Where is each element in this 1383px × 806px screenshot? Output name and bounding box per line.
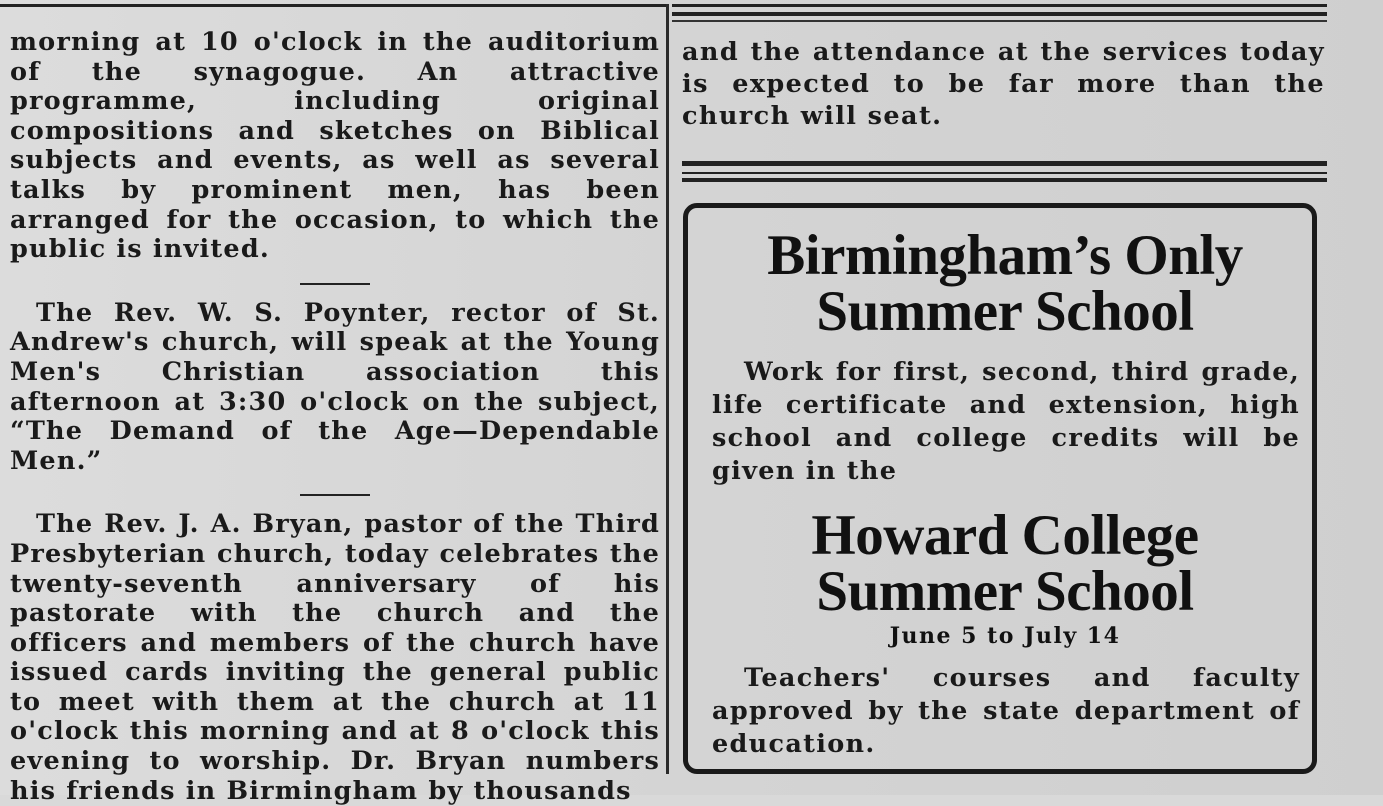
right-column-continuation (682, 36, 1325, 132)
continuation-text: and the attendance at the services today is expected to be far more than the church will seat. (682, 37, 1325, 131)
column-divider (666, 4, 669, 774)
article-paragraph-2: The Rev. W. S. Poynter, rector of St. Andrew's church, will speak at the Young Men's Christian association this afternoon at 3:30 o'clock on the subject, “The Demand of the Age—Dependable Men.” (10, 297, 660, 476)
article-paragraph-1: morning at 10 o'clock in the auditorium of the synagogue. An attractive programme, including original compositions and sketches on Biblical subjects and events, as well as several talks by prominent men, has been arranged for the occasion, to which the public is invited. (10, 27, 660, 265)
article-paragraph-3: The Rev. J. A. Bryan, pastor of the Third Presbyterian church, today celebrates the twenty-seventh anniversary of his pastorate with the church and the officers and members of the church have issued cards inviting the general public to meet with them at the church at 11 o'clock this morning and at 8 o'clock this evening to worship. Dr. Bryan numbers his friends in Birmingham by thousands (10, 509, 660, 806)
top-rule-left (0, 4, 668, 7)
section-rule-thick (682, 161, 1327, 166)
separator-dash (300, 283, 370, 285)
section-rule-thin (682, 172, 1327, 174)
top-rule-right-thin (672, 20, 1327, 22)
top-rule-right (672, 4, 1327, 7)
ad-body-text-2: Teachers' courses and faculty approved by the state department of education. (712, 663, 1300, 759)
ad-headline-primary (683, 224, 1327, 343)
ad-headline-line-1: Birmingham’s Only (767, 224, 1243, 287)
ad-headline-line-2: Summer School (816, 280, 1194, 343)
section-rule-bottom (682, 178, 1327, 182)
ad-headline2-line-2: Summer School (816, 560, 1194, 623)
separator-dash (300, 494, 370, 496)
left-column (10, 28, 660, 806)
ad-body-faculty (712, 662, 1300, 761)
ad-headline2-line-1: Howard College (811, 504, 1199, 567)
ad-headline-secondary (683, 504, 1327, 623)
ad-body-text: Work for first, second, third grade, life certificate and extension, high school and college credits will be given in the (712, 357, 1300, 486)
top-rule-right-double (672, 12, 1327, 16)
ad-dates: June 5 to July 14 (889, 623, 1121, 649)
ad-body-credits (712, 356, 1300, 488)
